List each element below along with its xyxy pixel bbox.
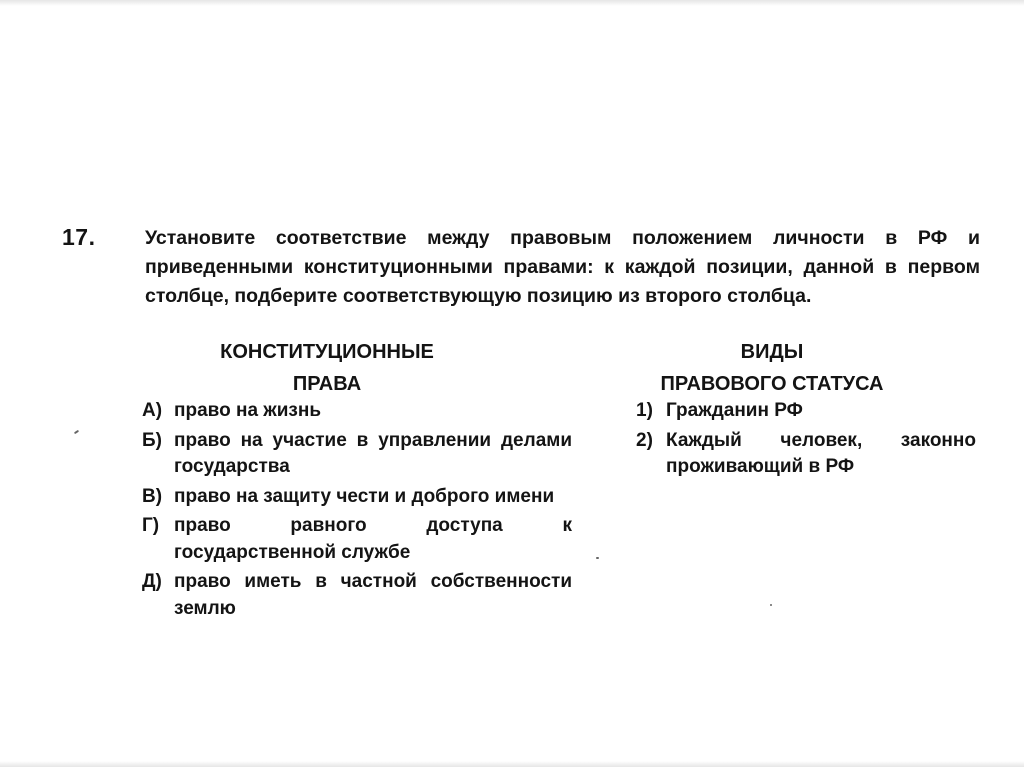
top-edge-shadow [0, 0, 1024, 6]
rights-item-v [142, 484, 572, 511]
rights-header-line-1: КОНСТИТУЦИОННЫЕ [220, 341, 434, 363]
status-item-1 [636, 398, 976, 425]
status-list [636, 398, 976, 484]
scan-speck [74, 430, 79, 435]
rights-header-line-2: ПРАВА [292, 373, 362, 395]
rights-item-key: В) [142, 485, 163, 507]
rights-item-text: право равного доступа к государственной службе [174, 515, 572, 563]
scan-speck [770, 604, 772, 606]
task-number: 17. [62, 224, 96, 250]
status-header-line-1: ВИДЫ [740, 341, 804, 363]
rights-item-text: право на участие в управлении делами государства [174, 429, 572, 477]
rights-item-key: Б) [142, 429, 162, 451]
scan-speck [596, 557, 599, 559]
status-header-line-2: ПРАВОВОГО СТАТУСА [660, 373, 884, 395]
rights-item-b [142, 428, 572, 481]
rights-item-g [142, 513, 572, 566]
rights-item-d [142, 569, 572, 622]
rights-item-key: Д) [142, 571, 162, 592]
rights-item-key: А) [142, 400, 163, 421]
status-item-key: 2) [636, 429, 653, 451]
status-item-key: 1) [636, 400, 653, 421]
rights-item-text: право на жизнь [174, 400, 322, 421]
rights-item-key: Г) [142, 515, 160, 536]
rights-column-header [172, 336, 482, 400]
rights-item-a [142, 398, 572, 425]
status-item-2 [636, 428, 976, 481]
task-instruction: Установите соответствие между правовым положением личности в РФ и приведенными конституционными правами: к каждой позиции, данной в первом столбце, подберите соответствующую позицию из второго столбца. [145, 227, 980, 307]
status-item-text: Гражданин РФ [666, 400, 803, 421]
rights-item-text: право иметь в частной собственности землю [174, 571, 572, 619]
rights-item-text: право на защиту чести и доброго имени [174, 485, 555, 507]
status-column-header [622, 336, 922, 400]
rights-list [142, 398, 572, 625]
status-item-text: Каждый человек, законно проживающий в РФ [666, 429, 976, 477]
bottom-edge-shadow [0, 761, 1024, 767]
